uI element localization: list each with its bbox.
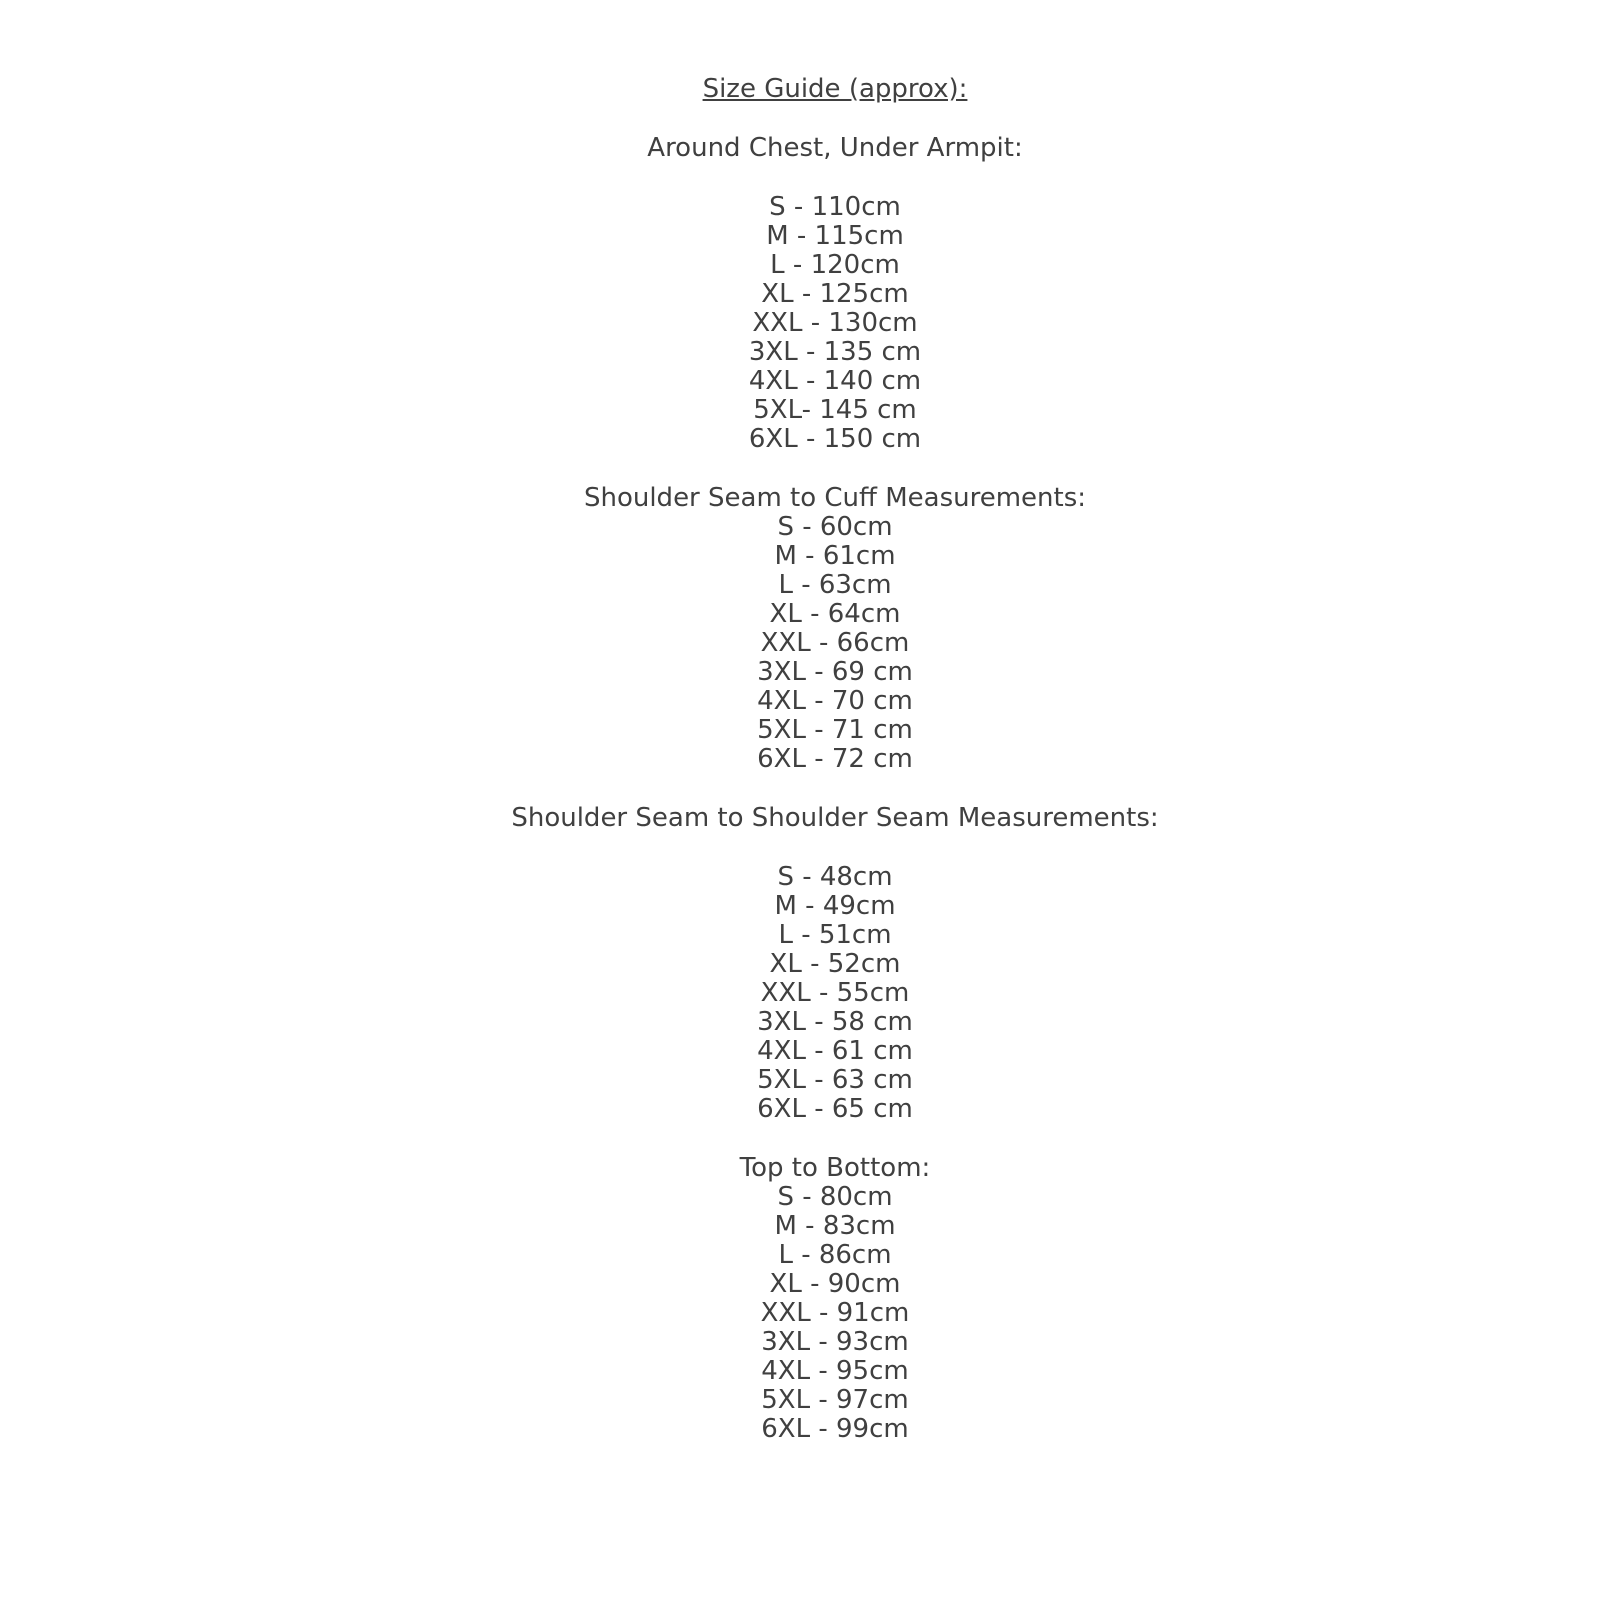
size-item: 3XL - 69 cm (757, 657, 913, 687)
size-item: M - 61cm (774, 541, 896, 571)
size-item: 5XL- 145 cm (753, 395, 917, 425)
size-item: XL - 52cm (769, 949, 901, 979)
size-item: M - 115cm (766, 221, 904, 251)
section-heading-length: Top to Bottom: (739, 1153, 931, 1183)
size-item: S - 80cm (777, 1182, 893, 1212)
size-item: XL - 125cm (761, 279, 909, 309)
size-item: L - 51cm (778, 920, 892, 950)
section-heading-chest: Around Chest, Under Armpit: (647, 133, 1023, 163)
section-heading-cuff: Shoulder Seam to Cuff Measurements: (583, 483, 1087, 513)
size-item: L - 86cm (778, 1240, 892, 1270)
size-item: XL - 90cm (769, 1269, 901, 1299)
size-item: 6XL - 150 cm (748, 424, 922, 454)
size-item: XXL - 66cm (760, 628, 910, 658)
size-item: 3XL - 135 cm (748, 337, 922, 367)
size-item: 5XL - 63 cm (757, 1065, 913, 1095)
size-item: 4XL - 95cm (761, 1356, 909, 1386)
size-item: L - 120cm (770, 250, 900, 280)
size-item: 5XL - 71 cm (757, 715, 913, 745)
size-guide-title: Size Guide (approx): (702, 74, 968, 104)
size-item: S - 110cm (769, 192, 901, 222)
size-item: 4XL - 140 cm (748, 366, 922, 396)
section-heading-shoulder: Shoulder Seam to Shoulder Seam Measurements: (511, 803, 1159, 833)
size-item: L - 63cm (778, 570, 892, 600)
size-item: 3XL - 58 cm (757, 1007, 913, 1037)
size-guide-title-row (70, 75, 1600, 104)
size-item: 3XL - 93cm (761, 1327, 909, 1357)
size-item: 5XL - 97cm (761, 1385, 909, 1415)
size-item: XL - 64cm (769, 599, 901, 629)
size-item: 6XL - 72 cm (757, 744, 913, 774)
size-item: XXL - 91cm (760, 1298, 910, 1328)
section-cuff (70, 484, 1600, 774)
size-item: 4XL - 70 cm (757, 686, 913, 716)
size-item: 4XL - 61 cm (757, 1036, 913, 1066)
size-item: M - 49cm (774, 891, 896, 921)
section-items-shoulder (70, 863, 1600, 1124)
size-item: M - 83cm (774, 1211, 896, 1241)
size-item: S - 60cm (777, 512, 893, 542)
size-item: S - 48cm (777, 862, 893, 892)
size-item: XXL - 55cm (760, 978, 910, 1008)
section-length (70, 1154, 1600, 1444)
section-items-chest (70, 193, 1600, 454)
size-item: 6XL - 65 cm (757, 1094, 913, 1124)
size-item: 6XL - 99cm (761, 1414, 909, 1444)
size-item: XXL - 130cm (752, 308, 918, 338)
